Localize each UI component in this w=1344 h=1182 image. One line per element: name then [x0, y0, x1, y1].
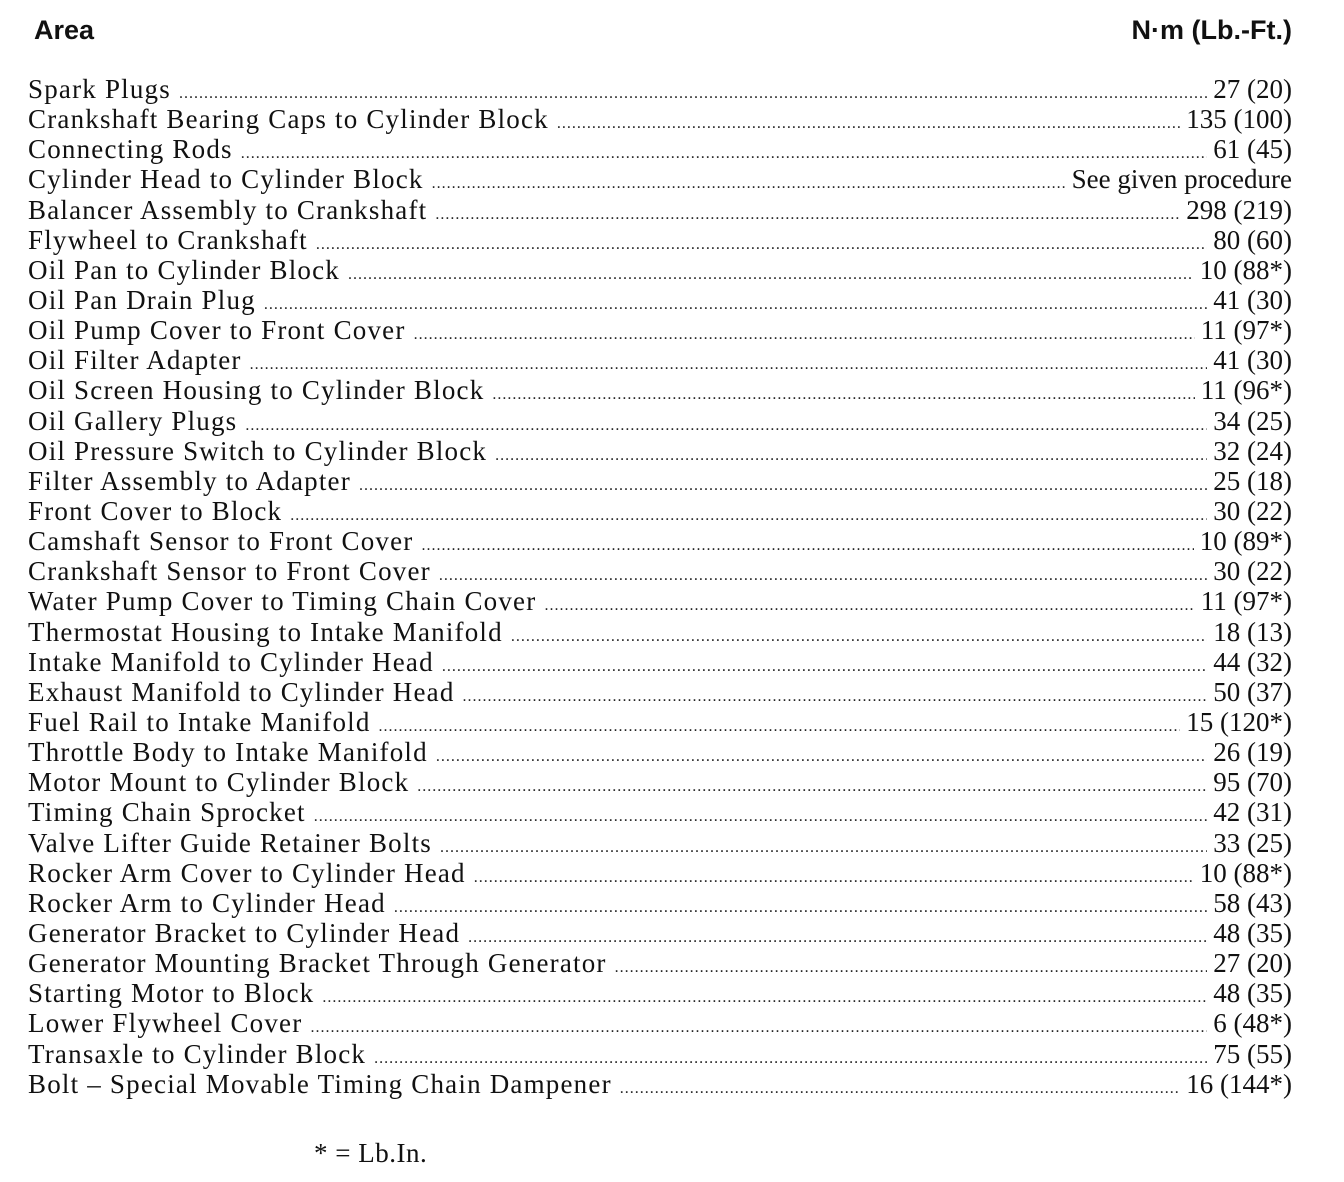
dot-leader [492, 380, 1194, 405]
table-row [28, 978, 1292, 1008]
row-area-label: Oil Filter Adapter [28, 345, 242, 376]
table-row [28, 74, 1292, 104]
row-torque-value: 135 (100) [1186, 104, 1292, 135]
row-area-label: Camshaft Sensor to Front Cover [28, 526, 414, 557]
row-torque-value: 27 (20) [1213, 74, 1292, 104]
dot-leader [432, 169, 1066, 194]
dot-leader [264, 290, 1207, 315]
table-row [28, 1039, 1292, 1069]
row-area-label: Rocker Arm Cover to Cylinder Head [28, 857, 466, 888]
dot-leader [250, 350, 1208, 375]
row-area-label: Oil Screen Housing to Cylinder Block [28, 375, 485, 406]
row-torque-value: 80 (60) [1213, 224, 1292, 255]
dot-leader [241, 139, 1208, 164]
row-area-label: Crankshaft Sensor to Front Cover [28, 556, 431, 587]
table-row [28, 1008, 1292, 1038]
dot-leader [620, 1074, 1181, 1099]
row-torque-value: 41 (30) [1213, 284, 1292, 315]
row-torque-value: 25 (18) [1213, 465, 1292, 496]
row-torque-value: See given procedure [1071, 164, 1292, 195]
row-area-label: Balancer Assembly to Crankshaft [28, 194, 428, 225]
table-row [28, 586, 1292, 616]
dot-leader [439, 561, 1207, 586]
row-torque-value: 27 (20) [1213, 948, 1292, 979]
dot-leader [435, 200, 1180, 225]
row-area-label: Starting Motor to Block [28, 978, 315, 1009]
torque-spec-list [28, 74, 1292, 1099]
table-row [28, 888, 1292, 918]
row-torque-value: 75 (55) [1213, 1038, 1292, 1069]
table-row [28, 375, 1292, 405]
dot-leader [615, 953, 1208, 978]
row-torque-value: 95 (70) [1213, 767, 1292, 798]
row-torque-value: 15 (120*) [1186, 706, 1292, 737]
dot-leader [348, 260, 1194, 285]
row-area-label: Front Cover to Block [28, 495, 283, 526]
table-row [28, 647, 1292, 677]
area-column-header: Area [34, 14, 95, 45]
dot-leader [495, 441, 1207, 466]
table-row [28, 1069, 1292, 1099]
row-torque-value: 11 (96*) [1200, 375, 1292, 406]
row-area-label: Generator Mounting Bracket Through Generator [28, 948, 607, 979]
row-area-label: Lower Flywheel Cover [28, 1008, 303, 1039]
table-row [28, 526, 1292, 556]
row-torque-value: 58 (43) [1213, 887, 1292, 918]
row-torque-value: 32 (24) [1213, 435, 1292, 466]
table-row [28, 797, 1292, 827]
table-row [28, 948, 1292, 978]
row-area-label: Bolt – Special Movable Timing Chain Dampener [28, 1068, 612, 1099]
dot-leader [245, 411, 1207, 436]
row-torque-value: 30 (22) [1213, 556, 1292, 587]
dot-leader [316, 230, 1207, 255]
row-torque-value: 11 (97*) [1200, 586, 1292, 617]
dot-leader [374, 1044, 1207, 1069]
table-header [34, 12, 1292, 48]
dot-leader [322, 983, 1207, 1008]
row-area-label: Intake Manifold to Cylinder Head [28, 646, 434, 677]
row-torque-value: 41 (30) [1213, 345, 1292, 376]
dot-leader [394, 893, 1207, 918]
table-row [28, 345, 1292, 375]
row-area-label: Throttle Body to Intake Manifold [28, 737, 428, 768]
row-torque-value: 48 (35) [1213, 978, 1292, 1009]
footnote: * = Lb.In. [314, 1138, 428, 1168]
dot-leader [417, 772, 1207, 797]
row-torque-value: 18 (13) [1213, 616, 1292, 647]
row-torque-value: 298 (219) [1186, 194, 1292, 225]
dot-leader [442, 652, 1207, 677]
row-torque-value: 10 (89*) [1199, 526, 1292, 557]
row-area-label: Timing Chain Sprocket [28, 797, 306, 828]
dot-leader [544, 591, 1194, 616]
table-row [28, 104, 1292, 134]
dot-leader [314, 802, 1208, 827]
row-area-label: Rocker Arm to Cylinder Head [28, 887, 386, 918]
dot-leader [463, 682, 1208, 707]
row-torque-value: 44 (32) [1213, 646, 1292, 677]
dot-leader [436, 742, 1207, 767]
row-torque-value: 42 (31) [1213, 797, 1292, 828]
dot-leader [414, 320, 1195, 345]
table-row [28, 617, 1292, 647]
dot-leader [421, 531, 1193, 556]
row-torque-value: 50 (37) [1213, 676, 1292, 707]
row-area-label: Generator Bracket to Cylinder Head [28, 917, 461, 948]
row-torque-value: 10 (88*) [1199, 254, 1292, 285]
table-row [28, 918, 1292, 948]
row-torque-value: 48 (35) [1213, 917, 1292, 948]
row-area-label: Spark Plugs [28, 74, 171, 104]
dot-leader [440, 833, 1207, 858]
table-row [28, 406, 1292, 436]
row-torque-value: 26 (19) [1213, 737, 1292, 768]
row-area-label: Exhaust Manifold to Cylinder Head [28, 676, 455, 707]
row-area-label: Transaxle to Cylinder Block [28, 1038, 367, 1069]
table-row [28, 707, 1292, 737]
units-column-header: N·m (Lb.-Ft.) [1131, 14, 1292, 45]
dot-leader [310, 1013, 1207, 1038]
row-area-label: Crankshaft Bearing Caps to Cylinder Block [28, 104, 549, 135]
row-torque-value: 33 (25) [1213, 827, 1292, 858]
row-torque-value: 61 (45) [1213, 134, 1292, 165]
table-row [28, 496, 1292, 526]
row-area-label: Cylinder Head to Cylinder Block [28, 164, 424, 195]
dot-leader [179, 79, 1207, 104]
row-area-label: Connecting Rods [28, 134, 233, 165]
row-torque-value: 34 (25) [1213, 405, 1292, 436]
table-row [28, 737, 1292, 767]
table-row [28, 858, 1292, 888]
table-row [28, 767, 1292, 797]
row-area-label: Oil Pan Drain Plug [28, 284, 256, 315]
row-area-label: Oil Pump Cover to Front Cover [28, 315, 406, 346]
table-row [28, 436, 1292, 466]
table-row [28, 164, 1292, 194]
row-area-label: Fuel Rail to Intake Manifold [28, 706, 371, 737]
table-row [28, 466, 1292, 496]
dot-leader [511, 622, 1207, 647]
dot-leader [474, 863, 1194, 888]
row-area-label: Thermostat Housing to Intake Manifold [28, 616, 503, 647]
dot-leader [290, 501, 1207, 526]
table-row [28, 285, 1292, 315]
table-row [28, 677, 1292, 707]
row-area-label: Oil Pan to Cylinder Block [28, 254, 340, 285]
table-row [28, 556, 1292, 586]
dot-leader [379, 712, 1181, 737]
row-torque-value: 30 (22) [1213, 495, 1292, 526]
row-area-label: Motor Mount to Cylinder Block [28, 767, 410, 798]
row-torque-value: 16 (144*) [1186, 1068, 1292, 1099]
table-row [28, 315, 1292, 345]
table-row [28, 255, 1292, 285]
row-torque-value: 11 (97*) [1200, 315, 1292, 346]
dot-leader [359, 471, 1207, 496]
row-area-label: Valve Lifter Guide Retainer Bolts [28, 827, 432, 858]
table-row [28, 134, 1292, 164]
row-area-label: Water Pump Cover to Timing Chain Cover [28, 586, 537, 617]
row-torque-value: 6 (48*) [1213, 1008, 1292, 1039]
row-area-label: Filter Assembly to Adapter [28, 465, 351, 496]
row-torque-value: 10 (88*) [1199, 857, 1292, 888]
row-area-label: Oil Gallery Plugs [28, 405, 238, 436]
dot-leader [468, 923, 1207, 948]
table-row [28, 225, 1292, 255]
table-row [28, 195, 1292, 225]
dot-leader [557, 109, 1180, 134]
row-area-label: Oil Pressure Switch to Cylinder Block [28, 435, 488, 466]
table-row [28, 828, 1292, 858]
row-area-label: Flywheel to Crankshaft [28, 224, 308, 255]
